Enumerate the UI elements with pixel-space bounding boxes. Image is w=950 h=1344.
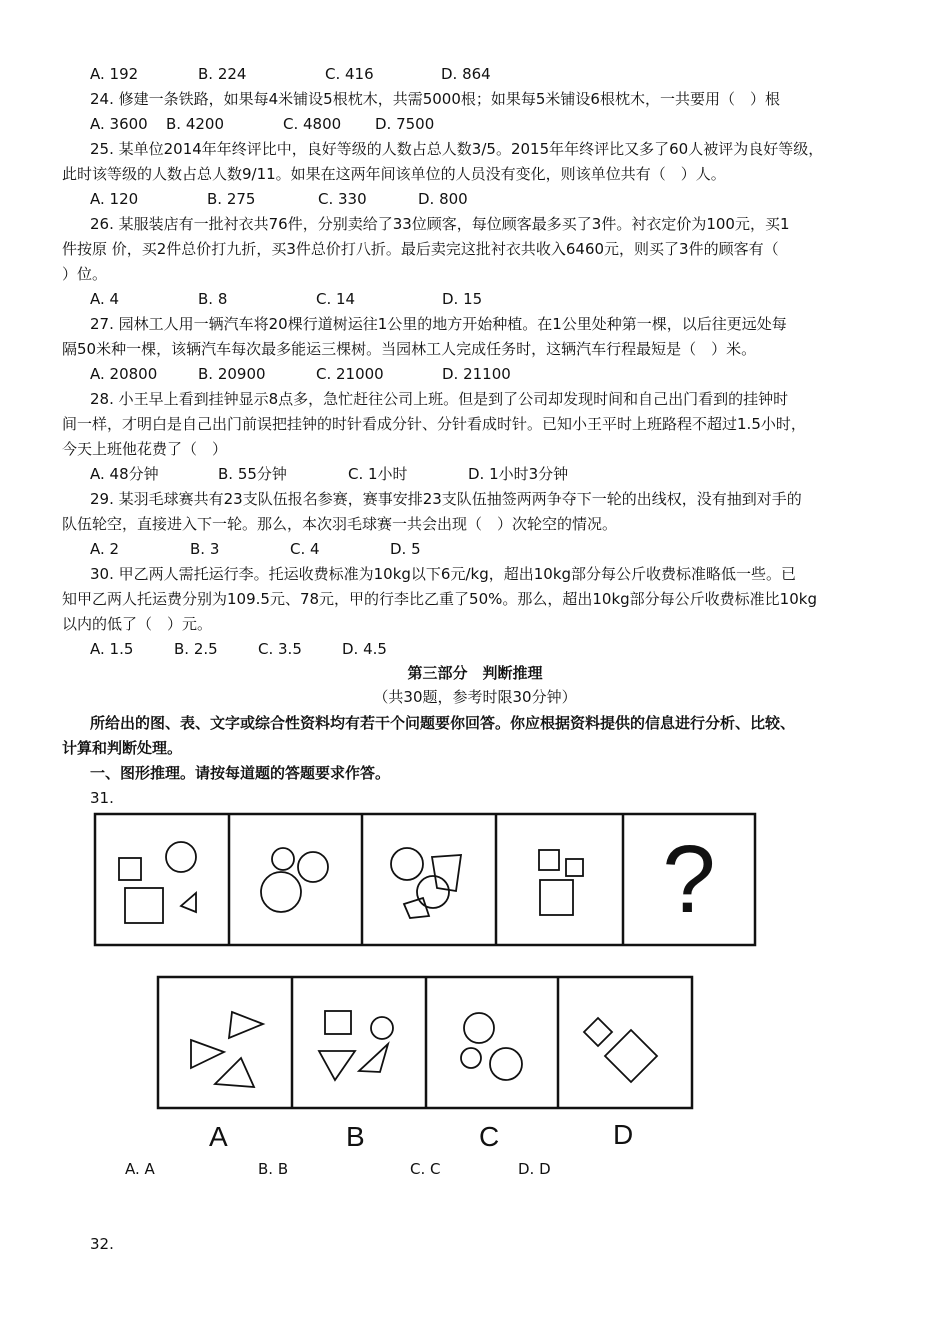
q26-line-3: ）位。 [62,265,108,283]
q24-option-b: B. 4200 [166,115,225,133]
q31-option-b: B. B [258,1160,289,1178]
sequence-panel-1 [119,842,196,923]
q26-option-b: B. 8 [198,290,228,308]
q25-line-1: 25. 某单位2014年年终评比中，良好等级的人数占总人数3/5。2015年年终评比又多了60人被评为良好等级， [90,140,824,158]
q28-option-b: B. 55分钟 [218,465,287,483]
q27-option-b: B. 20900 [198,365,266,383]
q29-option-b: B. 3 [190,540,220,558]
q26-option-c: C. 14 [316,290,356,308]
q24-text: 24. 修建一条铁路，如果每4米铺设5根枕木，共需5000根；如果每5米铺设6根枕木，一共要用（ ）根 [90,90,780,108]
section-intro-line-2: 计算和判断处理。 [62,739,183,757]
q24-option-a: A. 3600 [90,115,148,133]
choice-a-figure [191,1012,263,1087]
q27-line-1: 27. 园林工人用一辆汽车将20棵行道树运往1公里的地方开始种植。在1公里处种第一棵，以后往更远处每 [90,315,787,333]
choice-c-figure [461,1013,522,1080]
question-mark: ? [662,825,716,933]
q31-number: 31. [90,789,114,807]
q26-option-a: A. 4 [90,290,120,308]
q23-option-a: A. 192 [90,65,139,83]
q30-line-3: 以内的低了（ ）元。 [62,615,213,633]
q29-option-a: A. 2 [90,540,120,558]
q28-option-c: C. 1小时 [348,465,408,483]
q31-option-d: D. D [518,1160,551,1178]
q25-option-b: B. 275 [207,190,256,208]
choice-label-d: D [613,1119,634,1150]
q28-line-1: 28. 小王早上看到挂钟显示8点多，急忙赶往公司上班。但是到了公司却发现时间和自己出门看到的挂钟时 [90,390,789,408]
q27-line-2: 隔50米种一棵，该辆汽车每次最多能运三棵树。当园林工人完成任务时，这辆汽车行程最短是（ ）米。 [62,340,757,358]
choice-label-c: C [479,1121,500,1152]
section-intro-line-1: 所给出的图、表、文字或综合性资料均有若干个问题要你回答。你应根据资料提供的信息进行分析、比较、 [90,714,796,732]
q30-option-d: D. 4.5 [342,640,387,658]
q32-number: 32. [90,1235,114,1253]
q28-option-a: A. 48分钟 [90,465,159,483]
q25-option-c: C. 330 [318,190,367,208]
q23-option-c: C. 416 [325,65,374,83]
q24-option-c: C. 4800 [283,115,342,133]
sequence-panel-4 [539,850,583,915]
q30-option-a: A. 1.5 [90,640,134,658]
q30-option-b: B. 2.5 [174,640,218,658]
choice-label-b: B [346,1121,365,1152]
q28-line-2: 间一样，才明白是自己出门前误把挂钟的时针看成分针、分针看成时针。已知小王平时上班路程不超过1.5小时， [62,415,806,433]
q31-option-a: A. A [125,1160,155,1178]
choice-d-figure [584,1018,657,1082]
q29-line-1: 29. 某羽毛球赛共有23支队伍报名参赛，赛事安排23支队伍抽签两两争夺下一轮的出线权，没有抽到对手的 [90,490,802,508]
choice-b-figure [319,1011,393,1080]
q25-line-2: 此时该等级的人数占总人数9/11。如果在这两年间该单位的人员没有变化，则该单位共有（ ）人。 [62,165,726,183]
q29-line-2: 队伍轮空，直接进入下一轮。那么，本次羽毛球赛一共会出现（ ）次轮空的情况。 [62,515,618,533]
q28-option-d: D. 1小时3分钟 [468,465,569,483]
q30-option-c: C. 3.5 [258,640,302,658]
q30-line-1: 30. 甲乙两人需托运行李。托运收费标准为10kg以下6元/kg，超出10kg部分每公斤收费标准略低一些。已 [90,565,797,583]
q23-option-b: B. 224 [198,65,247,83]
section-subtitle: （共30题，参考时限30分钟） [373,688,577,706]
q30-line-2: 知甲乙两人托运费分别为109.5元、78元，甲的行李比乙重了50%。那么，超出10kg部分每公斤收费标准比10kg [62,590,817,608]
section-title: 第三部分 判断推理 [407,664,543,682]
q27-option-a: A. 20800 [90,365,158,383]
sequence-panel-3 [391,848,461,918]
q25-option-a: A. 120 [90,190,139,208]
q26-option-d: D. 15 [442,290,483,308]
choice-label-a: A [209,1121,228,1152]
q25-option-d: D. 800 [418,190,468,208]
q29-option-c: C. 4 [290,540,320,558]
q26-line-1: 26. 某服装店有一批衬衣共76件，分别卖给了33位顾客，每位顾客最多买了3件。衬衣定价为100元，买1 [90,215,790,233]
sequence-panel-2 [261,848,328,912]
q23-option-d: D. 864 [441,65,491,83]
q24-option-d: D. 7500 [375,115,435,133]
part-heading: 一、图形推理。请按每道题的答题要求作答。 [90,764,391,782]
q27-option-c: C. 21000 [316,365,384,383]
q29-option-d: D. 5 [390,540,421,558]
q31-option-c: C. C [410,1160,441,1178]
q27-option-d: D. 21100 [442,365,511,383]
q26-line-2: 件按原 价，买2件总价打九折，买3件总价打八折。最后卖完这批衬衣共收入6460元，则买了3件的顾客有（ [62,240,779,258]
q28-line-3: 今天上班他花费了（ ） [62,440,228,458]
